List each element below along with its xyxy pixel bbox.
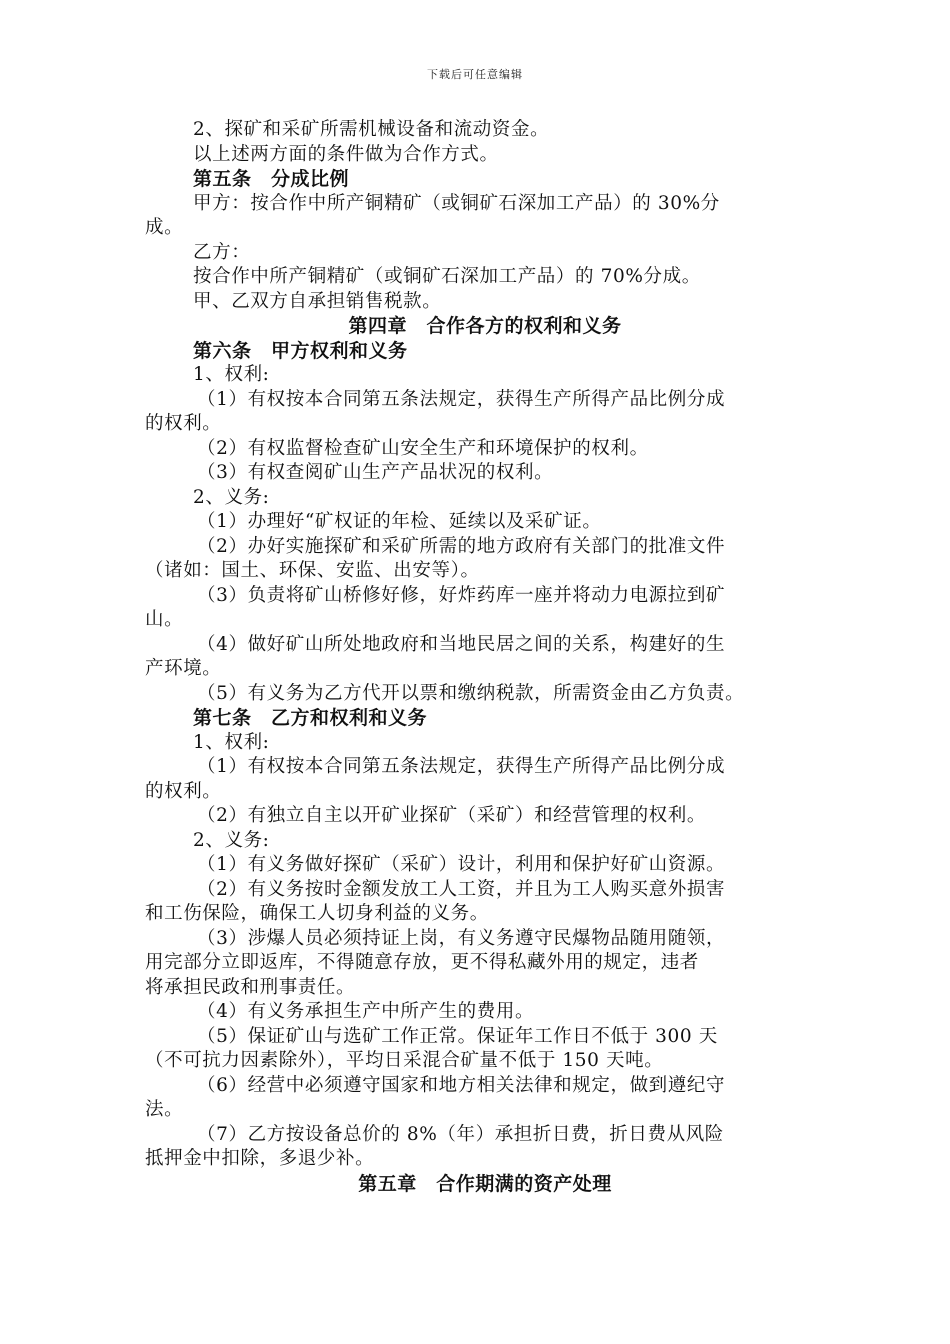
paragraph-line: （3）负责将矿山桥修好修，好炸药库一座并将动力电源拉到矿 (197, 584, 726, 606)
paragraph-line: 法。 (145, 1099, 184, 1120)
paragraph-line: 甲方：按合作中所产铜精矿（或铜矿石深加工产品）的 30%分 (193, 192, 720, 214)
article-heading: 第五条 分成比例 (193, 168, 350, 190)
paragraph-line: （2）办好实施探矿和采矿所需的地方政府有关部门的批准文件 (197, 535, 726, 557)
paragraph-line: （2）有权监督检查矿山安全生产和环境保护的权利。 (197, 437, 649, 459)
paragraph-line: （1）有权按本合同第五条法规定，获得生产所得产品比例分成 (197, 756, 726, 777)
paragraph-line: （4）有义务承担生产中所产生的费用。 (197, 1001, 535, 1022)
paragraph-line: 甲、乙双方自承担销售税款。 (193, 290, 442, 312)
article-heading: 第六条 甲方权利和义务 (193, 339, 408, 362)
paragraph-line: 山。 (145, 609, 184, 630)
paragraph-line: （5）有义务为乙方代开以票和缴纳税款，所需资金由乙方负责。 (197, 682, 745, 704)
paragraph-line: 2、义务: (193, 829, 270, 851)
paragraph-line: 用完部分立即返库，不得随意存放，更不得私藏外用的规定，违者 (145, 952, 699, 973)
paragraph-line: 的权利。 (145, 413, 222, 434)
paragraph-line: （1）办理好“矿权证的年检、延续以及采矿证。 (197, 511, 602, 532)
document-body (145, 118, 825, 1196)
paragraph-line: 以上述两方面的条件做为合作方式。 (193, 143, 499, 165)
paragraph-line: （7）乙方按设备总价的 8%（年）承担折日费，折日费从风险 (197, 1123, 724, 1145)
paragraph-line: 1、权利: (193, 364, 270, 385)
paragraph-line: （1）有义务做好探矿（采矿）设计，利用和保护好矿山资源。 (197, 854, 726, 875)
chapter-heading: 第五章 合作期满的资产处理 (358, 1172, 612, 1195)
paragraph-line: （5）保证矿山与选矿工作正常。保证年工作日不低于 300 天 (197, 1025, 718, 1047)
paragraph-line: （4）做好矿山所处地政府和当地民居之间的关系，构建好的生 (197, 633, 726, 655)
chapter-heading: 第四章 合作各方的权利和义务 (348, 315, 622, 337)
paragraph-line: 2、义务: (193, 486, 270, 508)
paragraph-line: 和工伤保险，确保工人切身利益的义务。 (145, 903, 489, 924)
paragraph-line: （3）有权查阅矿山生产产品状况的权利。 (197, 462, 554, 483)
paragraph-line: 1、权利: (193, 731, 270, 753)
paragraph-line: 的权利。 (145, 780, 222, 802)
article-heading: 第七条 乙方和权利和义务 (193, 707, 428, 729)
paragraph-line: （2）有义务按时金额发放工人工资，并且为工人购买意外损害 (197, 878, 726, 900)
paragraph-line: 2、探矿和采矿所需机械设备和流动资金。 (193, 119, 550, 140)
header-note: 下载后可任意编辑 (427, 68, 523, 81)
paragraph-line: 抵押金中扣除，多退少补。 (145, 1148, 375, 1169)
paragraph-line: （6）经营中必须遵守国家和地方相关法律和规定，做到遵纪守 (197, 1074, 726, 1096)
paragraph-line: 成。 (145, 217, 184, 238)
paragraph-line: （不可抗力因素除外），平均日采混合矿量不低于 150 天吨。 (145, 1050, 664, 1071)
paragraph-line: （3）涉爆人员必须持证上岗，有义务遵守民爆物品随用随领， (197, 927, 726, 949)
paragraph-line: （2）有独立自主以开矿业探矿（采矿）和经营管理的权利。 (197, 805, 706, 826)
paragraph-line: 按合作中所产铜精矿（或铜矿石深加工产品）的 70%分成。 (193, 266, 701, 287)
paragraph-line: （诸如：国土、环保、安监、出安等）。 (145, 560, 480, 581)
paragraph-line: （1）有权按本合同第五条法规定，获得生产所得产品比例分成 (197, 388, 726, 410)
paragraph-line: 乙方： (193, 241, 251, 263)
paragraph-line: 将承担民政和刑事责任。 (145, 976, 356, 998)
paragraph-line: 产环境。 (145, 658, 222, 679)
